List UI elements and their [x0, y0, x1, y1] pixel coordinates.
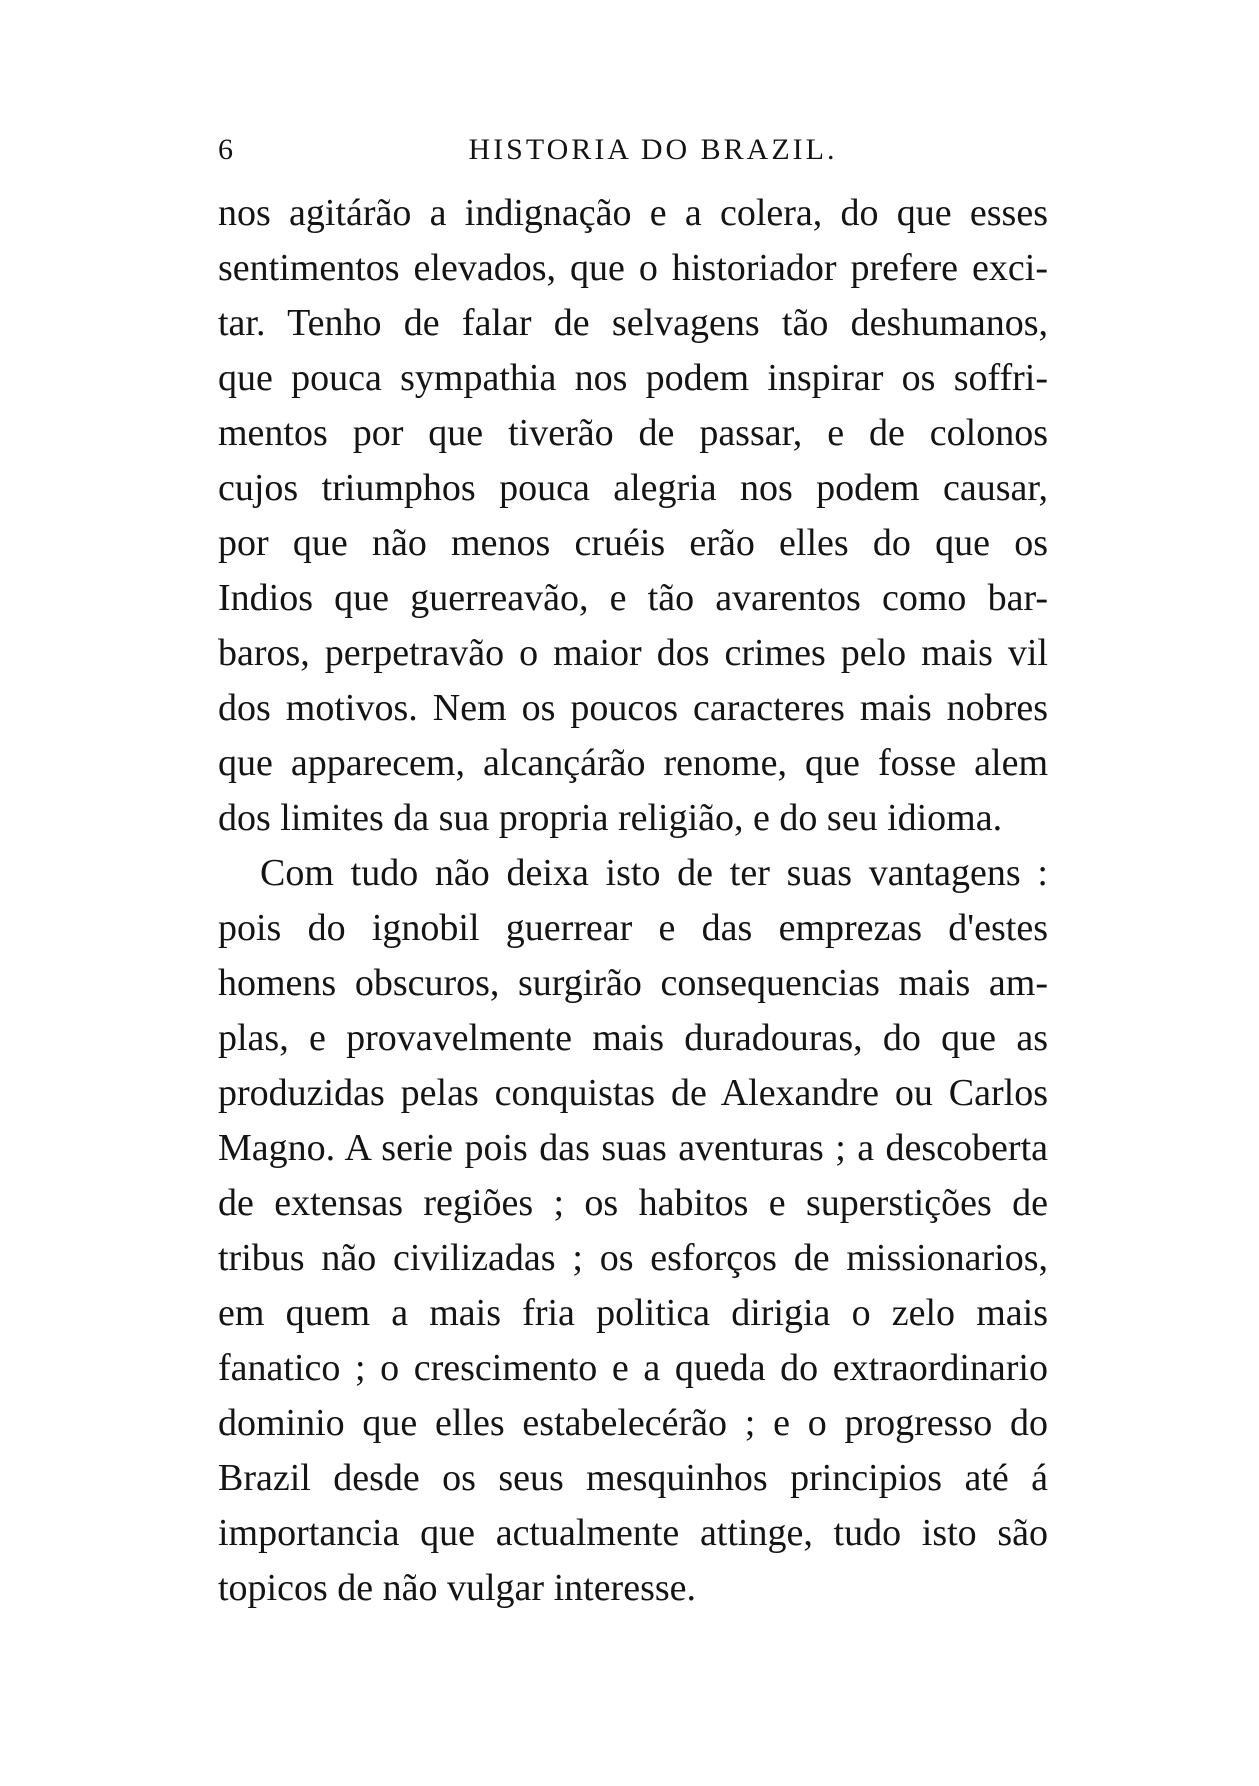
text-line: sentimentos elevados, que o historiador prefere exci- — [218, 247, 1048, 289]
page-number: 6 — [218, 133, 233, 166]
text-line: cujos triumphos pouca alegria nos podem causar, — [218, 467, 1048, 509]
text-line: dos motivos. Nem os poucos caracteres mais nobres — [218, 687, 1048, 729]
running-head — [218, 130, 1048, 170]
text-line: de extensas regiões ; os habitos e superstições de — [218, 1182, 1048, 1224]
text-line: em quem a mais fria politica dirigia o zelo mais — [218, 1292, 1048, 1334]
text-line: por que não menos cruéis erão elles do que os — [218, 522, 1048, 564]
text-line: dominio que elles estabelecérão ; e o progresso do — [218, 1402, 1048, 1444]
text-line: plas, e provavelmente mais duradouras, do que as — [218, 1017, 1048, 1059]
text-line: que pouca sympathia nos podem inspirar os soffri- — [218, 357, 1048, 399]
running-title: HISTORIA DO BRAZIL. — [468, 133, 838, 166]
text-line: Brazil desde os seus mesquinhos principios até á — [218, 1457, 1048, 1499]
text-line: nos agitárão a indignação e a colera, do que esses — [218, 192, 1048, 234]
paragraph-2 — [218, 846, 1048, 1616]
text-line: homens obscuros, surgirão consequencias mais am- — [218, 962, 1048, 1004]
text-line: tribus não civilizadas ; os esforços de missionarios, — [218, 1237, 1048, 1279]
text-line: fanatico ; o crescimento e a queda do extraordinario — [218, 1347, 1048, 1389]
body-text — [218, 186, 1048, 1616]
text-line: que apparecem, alcançárão renome, que fosse alem — [218, 742, 1048, 784]
text-line: importancia que actualmente attinge, tudo isto são — [218, 1512, 1048, 1554]
text-line: pois do ignobil guerrear e das emprezas d'estes — [218, 907, 1048, 949]
paragraph-1 — [218, 186, 1048, 846]
text-line: mentos por que tiverão de passar, e de colonos — [218, 412, 1048, 454]
text-line: baros, perpetravão o maior dos crimes pelo mais vil — [218, 632, 1048, 674]
text-line: produzidas pelas conquistas de Alexandre ou Carlos — [218, 1072, 1048, 1114]
text-line: Magno. A serie pois das suas aventuras ; a descoberta — [218, 1127, 1048, 1169]
text-line: Com tudo não deixa isto de ter suas vantagens : — [260, 852, 1048, 894]
text-line: topicos de não vulgar interesse. — [218, 1567, 697, 1609]
text-line: tar. Tenho de falar de selvagens tão deshumanos, — [218, 302, 1048, 344]
text-line: dos limites da sua propria religião, e do seu idioma. — [218, 797, 1003, 839]
text-line: Indios que guerreavão, e tão avarentos como bar- — [218, 577, 1048, 619]
